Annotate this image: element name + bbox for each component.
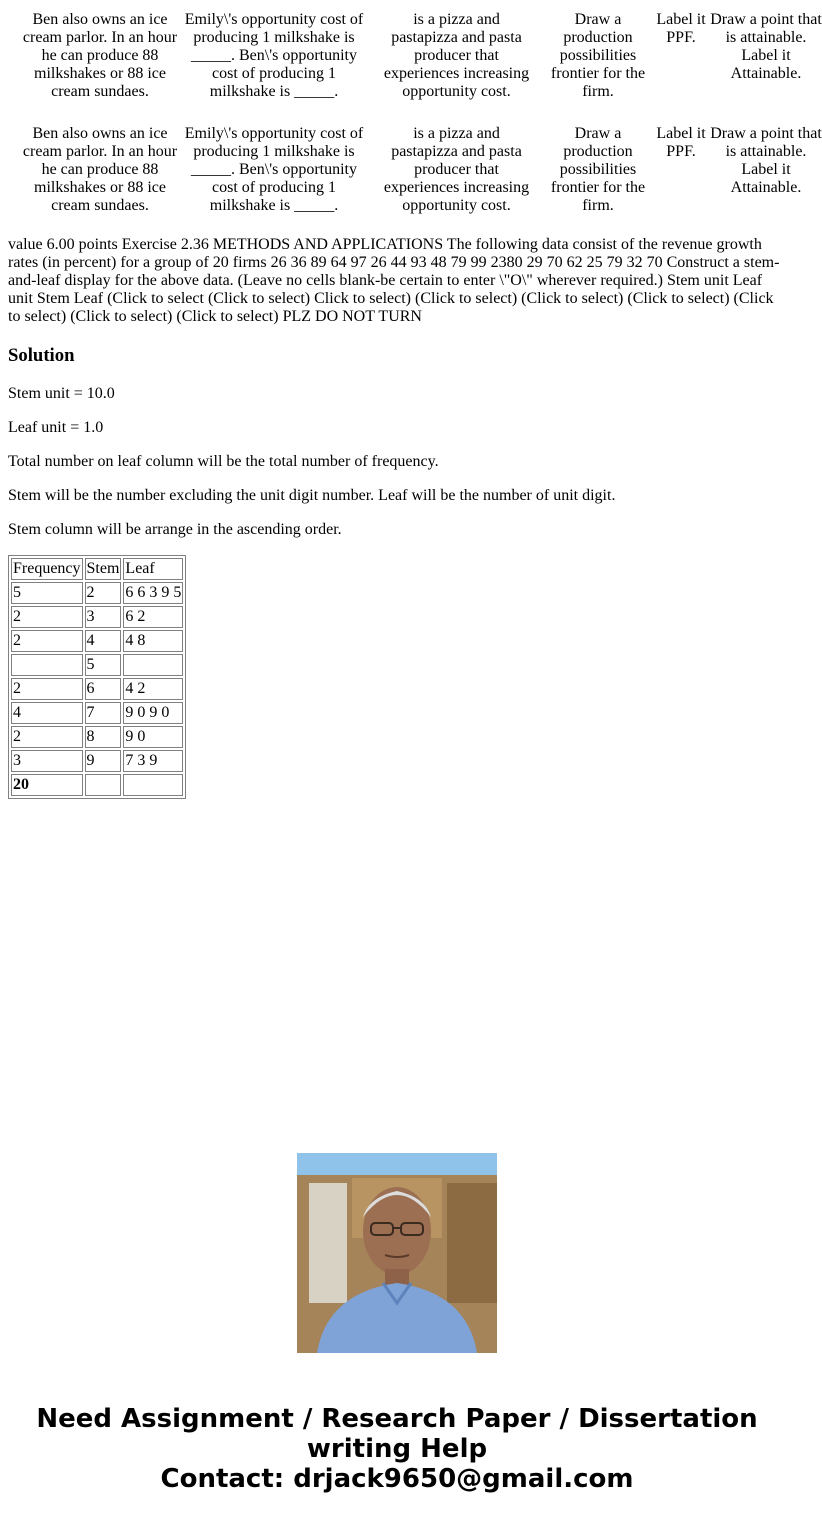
table-row (11, 750, 183, 772)
related-question[interactable]: Ben also owns an ice cream parlor. In an hour he can produce 88 milkshakes or 88 ice cream sundaes. (22, 11, 178, 100)
related-question[interactable]: Label it PPF. (656, 125, 706, 160)
frequency-cell: 2 (11, 606, 83, 628)
table-row (11, 582, 183, 604)
header-stem: Stem (85, 558, 122, 580)
avatar-illustration (297, 1153, 497, 1353)
stem-cell: 4 (85, 630, 122, 652)
question-text: value 6.00 points Exercise 2.36 METHODS AND APPLICATIONS The following data consist of the revenue growth rates (in percent) for a group of 20 firms 26 36 89 64 97 26 44 93 48 79 99 2380 29 70 62 25 79 32 70 Construct a stem-and-leaf display for the above data. (Leave no cells blank-be certain to enter \"O\" wherever required.) Stem unit Leaf unit Stem Leaf (Click to select (Click to select) Click to select) (Click to select) (Click to select) (Click to select) (Click to select) (Click to select) (Click to select) PLZ DO NOT TURN (8, 236, 780, 325)
solution-heading: Solution (8, 345, 75, 366)
leaf-cell: 9 0 9 0 (123, 702, 183, 724)
stem-cell: 5 (85, 654, 122, 676)
related-question[interactable]: Label it PPF. (656, 11, 706, 46)
avatar-door-frame (309, 1183, 347, 1303)
related-question[interactable]: Draw a production possibilities frontier for the firm. (550, 11, 646, 100)
stem-cell: 6 (85, 678, 122, 700)
table-row (11, 678, 183, 700)
leaf-unit-text: Leaf unit = 1.0 (8, 419, 104, 436)
leaf-cell: 6 6 3 9 5 (123, 582, 183, 604)
stem-cell: 7 (85, 702, 122, 724)
related-questions-row-1 (0, 0, 822, 110)
stem-cell: 2 (85, 582, 122, 604)
frequency-cell: 2 (11, 678, 83, 700)
related-question[interactable]: Emily\'s opportunity cost of producing 1 milkshake is _____. Ben\'s opportunity cost of producing 1 milkshake is _____. (184, 125, 364, 214)
leaf-cell (123, 654, 183, 676)
avatar-face (363, 1187, 431, 1275)
stem-cell: 3 (85, 606, 122, 628)
empty-cell (85, 774, 122, 796)
leaf-cell: 4 8 (123, 630, 183, 652)
related-question[interactable]: Draw a point that is attainable. Label it Attainable. (710, 125, 822, 196)
frequency-cell: 5 (11, 582, 83, 604)
related-question[interactable]: Draw a production possibilities frontier for the firm. (550, 125, 646, 214)
table-row (11, 726, 183, 748)
related-question[interactable]: is a pizza and pastapizza and pasta producer that experiences increasing opportunity cost. (383, 125, 530, 214)
leaf-cell: 9 0 (123, 726, 183, 748)
empty-cell (123, 774, 183, 796)
table-row (11, 654, 183, 676)
frequency-cell: 2 (11, 726, 83, 748)
related-question[interactable]: Draw a point that is attainable. Label it Attainable. (710, 11, 822, 82)
frequency-cell: 2 (11, 630, 83, 652)
table-total-row (11, 774, 183, 796)
total-frequency-cell: 20 (11, 774, 83, 796)
related-question[interactable]: Ben also owns an ice cream parlor. In an hour he can produce 88 milkshakes or 88 ice cream sundaes. (22, 125, 178, 214)
author-avatar (297, 1153, 497, 1353)
stem-cell: 8 (85, 726, 122, 748)
frequency-cell: 4 (11, 702, 83, 724)
table-header-row (11, 558, 183, 580)
stem-leaf-table (8, 555, 186, 799)
contact-banner (0, 1404, 794, 1494)
header-frequency: Frequency (11, 558, 83, 580)
stem-leaf-note: Stem will be the number excluding the unit digit number. Leaf will be the number of unit digit. (8, 487, 616, 504)
related-questions-row-2 (0, 114, 822, 224)
table-row (11, 630, 183, 652)
related-question[interactable]: is a pizza and pastapizza and pasta producer that experiences increasing opportunity cost. (383, 11, 530, 100)
leaf-cell: 4 2 (123, 678, 183, 700)
leaf-cell: 7 3 9 (123, 750, 183, 772)
header-leaf: Leaf (123, 558, 183, 580)
order-note: Stem column will be arrange in the ascending order. (8, 521, 342, 538)
contact-email-text[interactable]: Contact: drjack9650@gmail.com (160, 1464, 634, 1494)
leaf-cell: 6 2 (123, 606, 183, 628)
frequency-cell (11, 654, 83, 676)
stem-cell: 9 (85, 750, 122, 772)
avatar-carved-panel (447, 1183, 497, 1303)
frequency-cell: 3 (11, 750, 83, 772)
assignment-help-text: Need Assignment / Research Paper / Dissertation writing Help (36, 1404, 758, 1464)
stem-unit-text: Stem unit = 10.0 (8, 385, 115, 402)
table-row (11, 702, 183, 724)
related-question[interactable]: Emily\'s opportunity cost of producing 1 milkshake is _____. Ben\'s opportunity cost of producing 1 milkshake is _____. (184, 11, 364, 100)
frequency-note: Total number on leaf column will be the total number of frequency. (8, 453, 439, 470)
table-row (11, 606, 183, 628)
